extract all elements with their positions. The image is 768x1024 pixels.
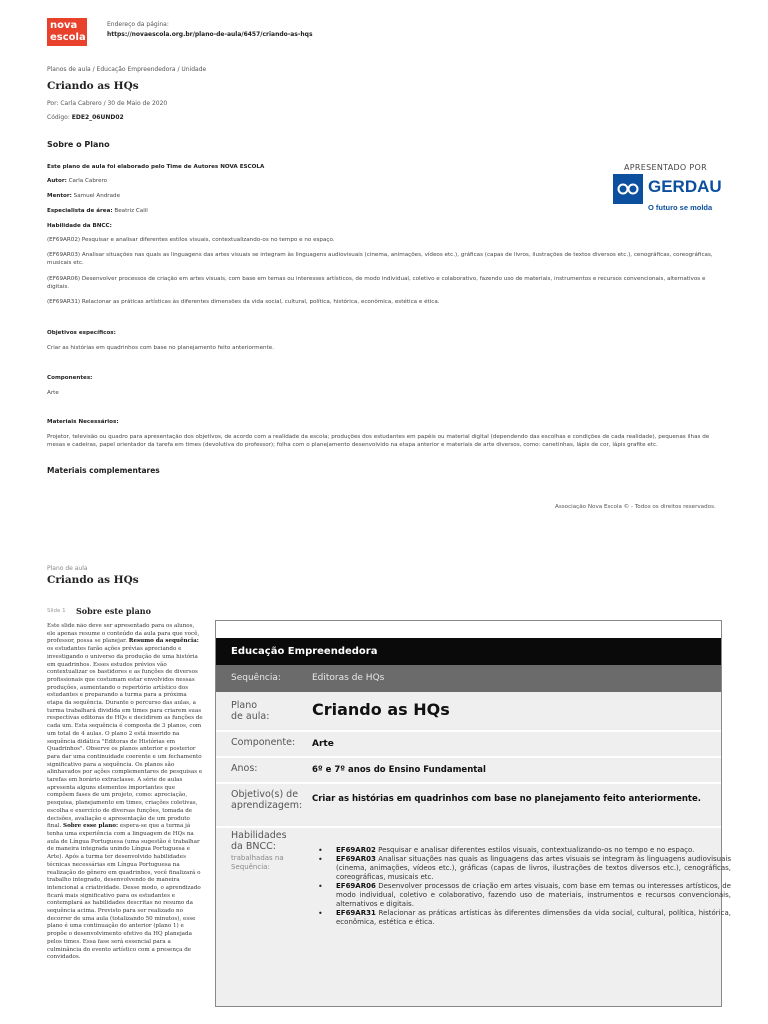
skill-code: EF69AR31: [336, 909, 376, 917]
skills-list: [312, 846, 731, 927]
materials-label: Materiais Necessários:: [47, 419, 119, 425]
mentor-value: Samuel Andrade: [73, 193, 121, 199]
sponsor-slogan: O futuro se molda: [648, 203, 713, 212]
card-plan-row: [216, 692, 721, 732]
skill-item: [336, 882, 731, 909]
specialist-label: Especialista de área:: [47, 208, 113, 214]
notes-summary: os estudantes farão ações prévias apreciando e investigando o universo da produção de uma história em quadrinhos. Esses estudos prévios vão contextualizar os bastidores e as funções de diversos profissionais que costumam estar envolvidos nessas produções, aumentando o repertório artístico dos estudantes e preparando a turma para a próxima etapa da sequência. Durante o percurso das aulas, a turma trabalhará dividida em times para criarem suas respectivas editoras de HQs e decidirem as funções de cada um. Esta sequência é composta de 3 planos, com um total de 4 aulas. O plano 2 está inserido na sequência didática "Editoras de Histórias em Quadrinhos". Observe os planos anterior e posterior para dar uma continuidade coerente e um fechamento significativo para a sequência. Os planos são alinhavados por ações complementares de pesquisas e tarefas em horário extraclasse. A série de aulas apresenta alguns elementos importantes que compõem fases de um projeto, como: apreciação, pesquisa, planejamento em times, criações coletivas, escolha e exercício de diversas funções, tomada de decisões, avaliação e apresentação de um produto final.: [47, 646, 203, 830]
objectives-text: Criar as histórias em quadrinhos com base no planejamento feito anteriormente.: [47, 345, 274, 351]
autor-label: Autor:: [47, 178, 67, 184]
made-by: Este plano de aula foi elaborado pelo Time de Autores NOVA ESCOLA: [47, 164, 265, 170]
skills-sublabel: [231, 854, 284, 871]
address-url[interactable]: https://novaescola.org.br/plano-de-aula/6457/criando-as-hqs: [107, 31, 313, 38]
plan-label: [231, 700, 269, 722]
autor-value: Carla Cabrero: [68, 178, 108, 184]
skills-label: [231, 830, 287, 852]
page-title: Criando as HQs: [47, 80, 139, 92]
card-component-row: [216, 732, 721, 758]
bncc-item: (EF69AR31) Relacionar as práticas artísticas às diferentes dimensões da vida social, cultural, política, histórica, econômica, estética e ética.: [47, 299, 440, 305]
plan-value: Criando as HQs: [312, 700, 450, 719]
skills-label-1: Habilidades: [231, 830, 287, 841]
years-label: Anos:: [231, 763, 258, 774]
skill-text: Analisar situações nas quais as linguagens das artes visuais se integram às linguagens audiovisuais (cinema, animações, vídeos etc.), gráficas (capas de livros, ilustrações de textos diversos etc.), cenográficas, coreográficas, musicais etc.: [336, 855, 731, 881]
skill-code: EF69AR02: [336, 846, 376, 854]
section-label: Plano de aula: [47, 565, 88, 572]
card-sequence-row: [216, 665, 721, 692]
skills-label-2: da BNCC:: [231, 841, 276, 852]
notes-about-label: Sobre esse plano:: [63, 823, 119, 830]
skill-code: EF69AR06: [336, 882, 376, 890]
slide-notes: [47, 623, 203, 1024]
rights-footer: Associação Nova Escola © - Todos os direitos reservados.: [555, 504, 716, 510]
sequence-label: Sequência:: [231, 673, 281, 683]
materials-heading: [47, 418, 727, 426]
author-line: Por: Carla Cabrero / 30 de Maio de 2020: [47, 100, 168, 107]
years-value: 6º e 7º anos do Ensino Fundamental: [312, 765, 486, 775]
specialist-line: [47, 207, 727, 215]
objective-value: Criar as histórias em quadrinhos com base no planejamento feito anteriormente.: [312, 794, 701, 804]
slide-title: Sobre este plano: [76, 606, 151, 616]
mentor-label: Mentor:: [47, 193, 72, 199]
nova-escola-logo[interactable]: [47, 18, 87, 46]
logo-line-1: nova: [50, 20, 78, 31]
skill-text: Desenvolver processos de criação em artes visuais, com base em temas ou interesses artísticos, de modo individual, coletivo e colaborativo, fazendo uso de materiais, instrumentos e recursos convencionais, alternativos e digitais.: [336, 882, 731, 908]
code-label: Código:: [47, 114, 70, 121]
skill-code: EF69AR03: [336, 855, 376, 863]
slide-card: [215, 620, 731, 1007]
objective-label-2: aprendizagem:: [231, 800, 303, 811]
objectives-heading: [47, 329, 727, 337]
bncc-item: (EF69AR03) Analisar situações nas quais as linguagens das artes visuais se integram às linguagens audiovisuais (cinema, animações, vídeos etc.), gráficas (capas de livros, ilustrações de textos diversos etc.), cenográficas, coreográficas, musicais etc.: [47, 252, 713, 266]
card-header: Educação Empreendedora: [216, 638, 721, 665]
components-heading: [47, 374, 727, 382]
complementary-heading: Materiais complementares: [47, 466, 160, 475]
components-label: Componentes:: [47, 375, 93, 381]
sponsor-name: GERDAU: [648, 177, 722, 196]
skills-sublabel-1: trabalhadas na: [231, 854, 284, 862]
card-objective-row: [216, 784, 721, 828]
section-title: Criando as HQs: [47, 574, 139, 586]
skill-text: Relacionar as práticas artísticas às diferentes dimensões da vida social, cultural, política, histórica, econômica, estética e ética.: [336, 909, 731, 926]
objectives-label: Objetivos específicos:: [47, 330, 116, 336]
skill-text: Pesquisar e analisar diferentes estilos visuais, contextualizando-os no tempo e no espaço.: [378, 846, 695, 854]
plan-label-2: de aula:: [231, 711, 270, 722]
objective-label-1: Objetivo(s) de: [231, 789, 299, 800]
objective-label: [231, 789, 302, 811]
card-skills-row: [216, 828, 731, 1006]
breadcrumb: Planos de aula / Educação Empreendedora / Unidade: [47, 66, 207, 73]
sponsor-label: APRESENTADO POR: [624, 163, 707, 172]
notes-summary-label: Resumo da sequência:: [128, 638, 199, 645]
skill-item: [336, 846, 731, 855]
component-label: Componente:: [231, 737, 296, 748]
notes-about: espera-se que a turma já tenha uma experiência com a linguagem de HQs na aula de Língua Portuguesa (uma sugestão é trabalhar de maneira integrada unindo Língua Portuguesa e Arte). Após a turma ter desenvolvido habilidades técnicas necessárias em Língua Portuguesa na realização do gênero em quadrinhos, você finalizará o trabalho integrado, desenvolvendo de maneira intencional a criatividade. Desse modo, o aprendizado ficará mais significativo para os estudantes e contemplará as habilidades descritas no resumo da sequência acima. Previsto para ser realizado no decorrer de uma aula (totalizando 50 minutos), esse plano é uma continuação do anterior (plano 1) e propõe o desenvolvimento efetivo da HQ planejada pelos times. Essa fase será essencial para a culminância do evento artístico com a presença de convidados.: [47, 823, 201, 961]
logo-line-2: escola: [50, 32, 86, 43]
slide-number: Slide 1: [47, 608, 66, 614]
plan-code: [47, 114, 124, 121]
bncc-item: (EF69AR06) Desenvolver processos de criação em artes visuais, com base em temas ou interesses artísticos, de modo individual, coletivo e colaborativo, fazendo uso de materiais, instrumentos e recursos convencionais, alternativos e digitais.: [47, 276, 706, 290]
bncc-heading: [47, 222, 727, 230]
bncc-item: (EF69AR02) Pesquisar e analisar diferentes estilos visuais, contextualizando-os no tempo e no espaço.: [47, 237, 335, 243]
code-value: EDE2_06UND02: [71, 114, 124, 121]
skill-item: [336, 909, 731, 927]
about-heading: Sobre o Plano: [47, 140, 110, 149]
address-label: Endereço da página:: [107, 21, 169, 28]
notes-intro: Este slide não deve ser apresentado para os alunos, ele apenas resume o conteúdo da aula para que você, professor, possa se planejar.: [47, 623, 200, 645]
bncc-label: Habilidade da BNCC:: [47, 223, 112, 229]
mentor-line: [47, 192, 727, 200]
autor-line: [47, 177, 727, 185]
specialist-value: Beatriz Calil: [114, 208, 148, 214]
made-by-text: [47, 163, 727, 171]
materials-text: Projetor, televisão ou quadro para apresentação dos objetivos, de acordo com a realidade da escola; produções dos estudantes em papéis ou material digital (dependendo das escolhas e condições de cada realidade), pequenas ilhas de mesas e cadeiras, papel orientador da tarefa em times (devolutiva do professor); folha com o planejamento desenvolvido na etapa anterior e materiais de arte diversos, como: canetinhas, lápis de cor, lápis grafite etc.: [47, 434, 710, 448]
skills-sublabel-2: Sequência:: [231, 862, 270, 871]
card-years-row: [216, 758, 721, 784]
component-value: Arte: [312, 739, 334, 749]
sequence-value: Editoras de HQs: [312, 673, 385, 683]
skill-item: [336, 855, 731, 882]
plan-label-1: Plano: [231, 700, 258, 711]
components-text: Arte: [47, 390, 59, 396]
